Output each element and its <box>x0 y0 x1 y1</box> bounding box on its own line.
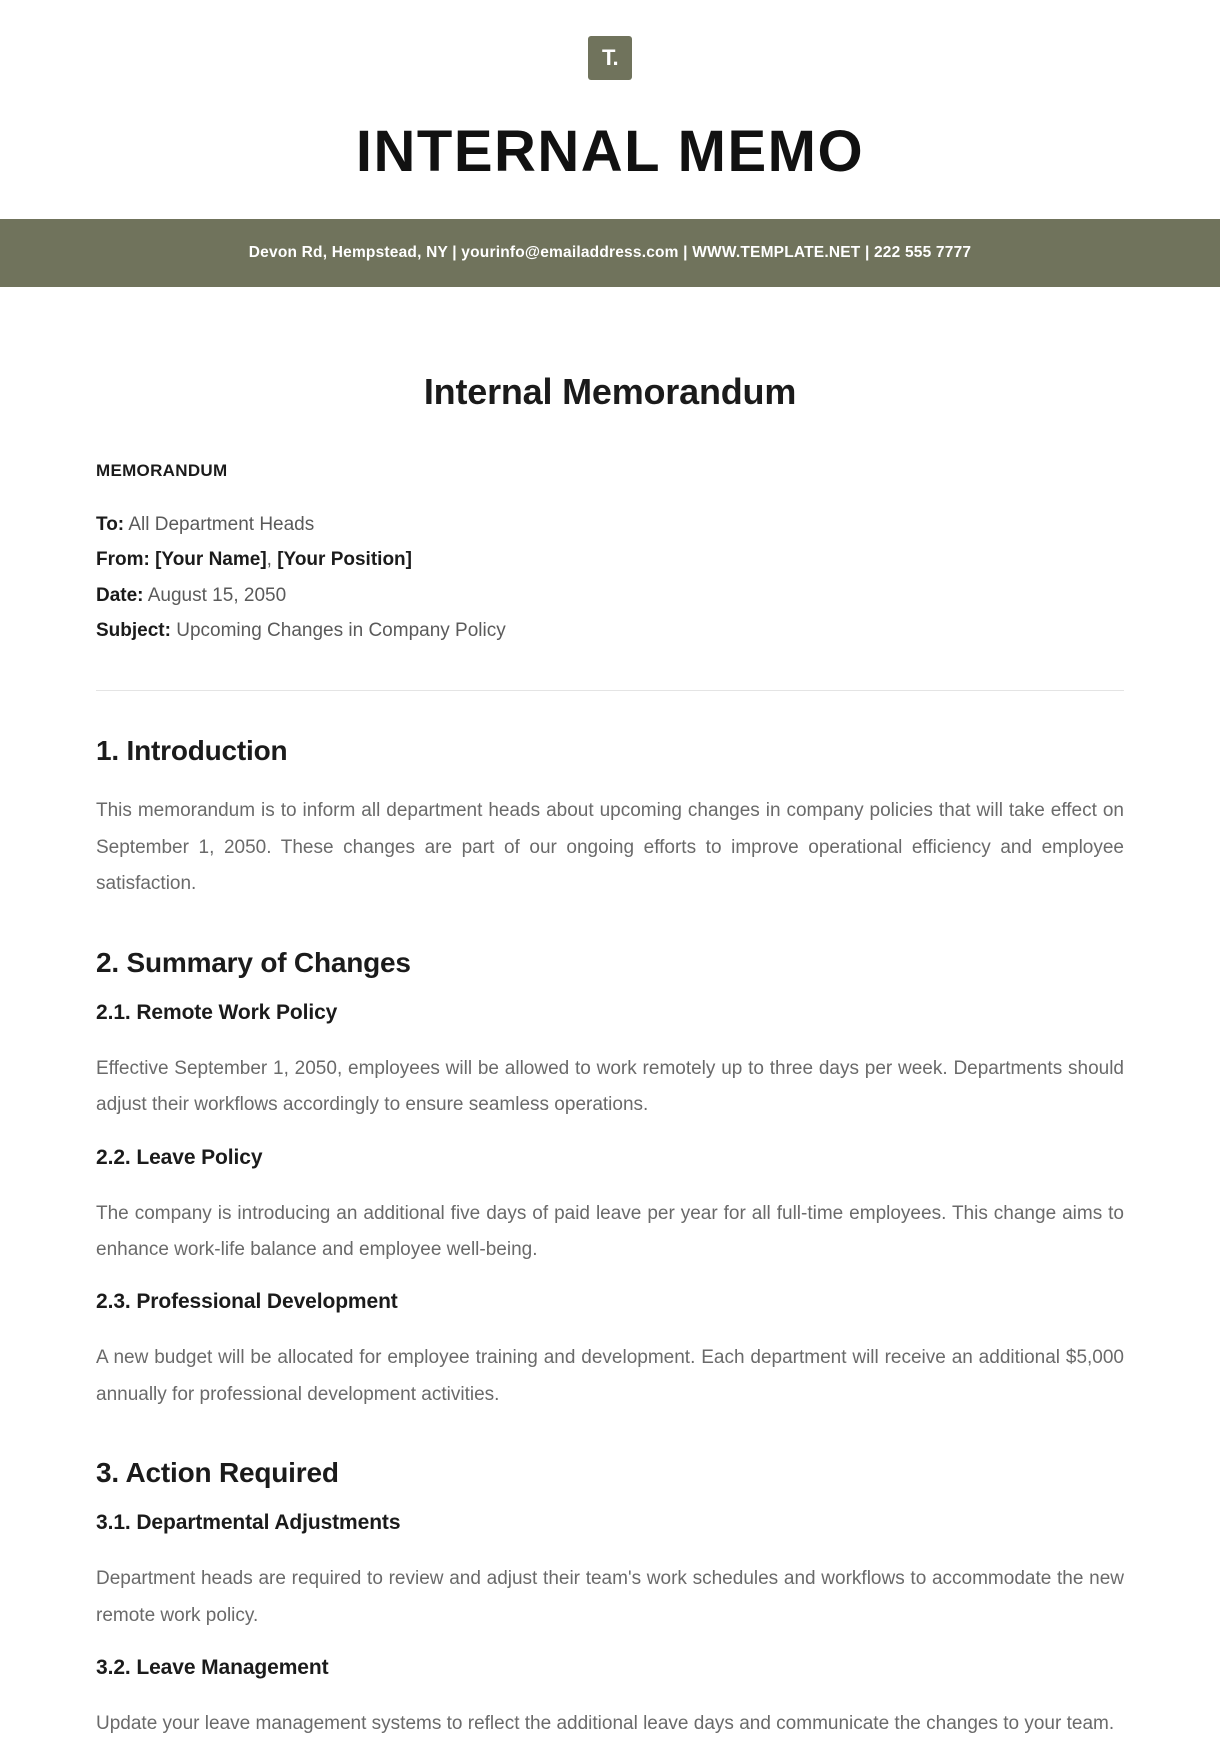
to-value: All Department Heads <box>128 513 315 535</box>
section-2-2-paragraph: The company is introducing an additional five days of paid leave per year for all full-time employees. This change aims to enhance work-life balance and employee well-being. <box>96 1202 1124 1261</box>
page-title: INTERNAL MEMO <box>355 119 865 184</box>
memo-heading: Internal Memorandum <box>423 370 797 412</box>
section-action-required <box>96 1457 1124 1742</box>
memo-field-to <box>96 507 1124 542</box>
from-name-value: [Your Name] <box>155 549 267 571</box>
section-divider <box>96 690 1124 691</box>
memo-field-from <box>96 542 1124 577</box>
to-label: To: <box>96 513 125 535</box>
section-2-3-heading: 2.3. Professional Development <box>96 1290 398 1314</box>
section-2-heading: 2. Summary of Changes <box>96 946 411 978</box>
date-value: August 15, 2050 <box>147 584 287 606</box>
section-2-2-heading: 2.2. Leave Policy <box>96 1145 263 1169</box>
section-summary-of-changes <box>96 947 1124 1414</box>
contact-band <box>0 219 1220 287</box>
from-label: From: <box>96 549 150 571</box>
document-content <box>0 371 1220 1743</box>
memo-field-subject <box>96 613 1124 648</box>
memo-meta-block <box>96 507 1124 648</box>
section-2-1-heading: 2.1. Remote Work Policy <box>96 1000 338 1024</box>
contact-info-text: Devon Rd, Hempstead, NY | yourinfo@emailaddress.com | WWW.TEMPLATE.NET | 222 555 7777 <box>248 243 972 261</box>
subject-label: Subject: <box>96 619 171 641</box>
section-3-2-heading: 3.2. Leave Management <box>96 1656 329 1680</box>
section-3-1-paragraph: Department heads are required to review and adjust their team's work schedules and workflows to accommodate the new remote work policy. <box>96 1568 1124 1626</box>
section-3-heading: 3. Action Required <box>96 1457 339 1489</box>
brand-logo-text: T. <box>601 45 619 70</box>
from-separator: , <box>266 549 272 571</box>
masthead <box>0 0 1220 183</box>
section-1-paragraph: This memorandum is to inform all department heads about upcoming changes in company policies that will take effect on September 1, 2050. These changes are part of our ongoing efforts to improve operational efficiency and employee satisfaction. <box>96 800 1124 895</box>
brand-logo-icon <box>588 36 632 80</box>
date-label: Date: <box>96 584 144 606</box>
section-1-heading: 1. Introduction <box>96 735 288 767</box>
memorandum-label: MEMORANDUM <box>96 460 228 480</box>
section-2-3-paragraph: A new budget will be allocated for employee training and development. Each department will receive an additional $5,000 annually for professional development activities. <box>96 1347 1124 1405</box>
section-2-1-paragraph: Effective September 1, 2050, employees will be allowed to work remotely up to three days per week. Departments should adjust their workflows accordingly to ensure seamless operations. <box>96 1057 1124 1116</box>
section-3-1-heading: 3.1. Departmental Adjustments <box>96 1511 401 1535</box>
subject-value: Upcoming Changes in Company Policy <box>176 619 506 641</box>
section-introduction <box>96 735 1124 902</box>
section-3-2-paragraph: Update your leave management systems to reflect the additional leave days and communicate the changes to your team. <box>96 1713 1115 1735</box>
memo-field-date <box>96 578 1124 613</box>
from-position-value: [Your Position] <box>277 549 412 571</box>
